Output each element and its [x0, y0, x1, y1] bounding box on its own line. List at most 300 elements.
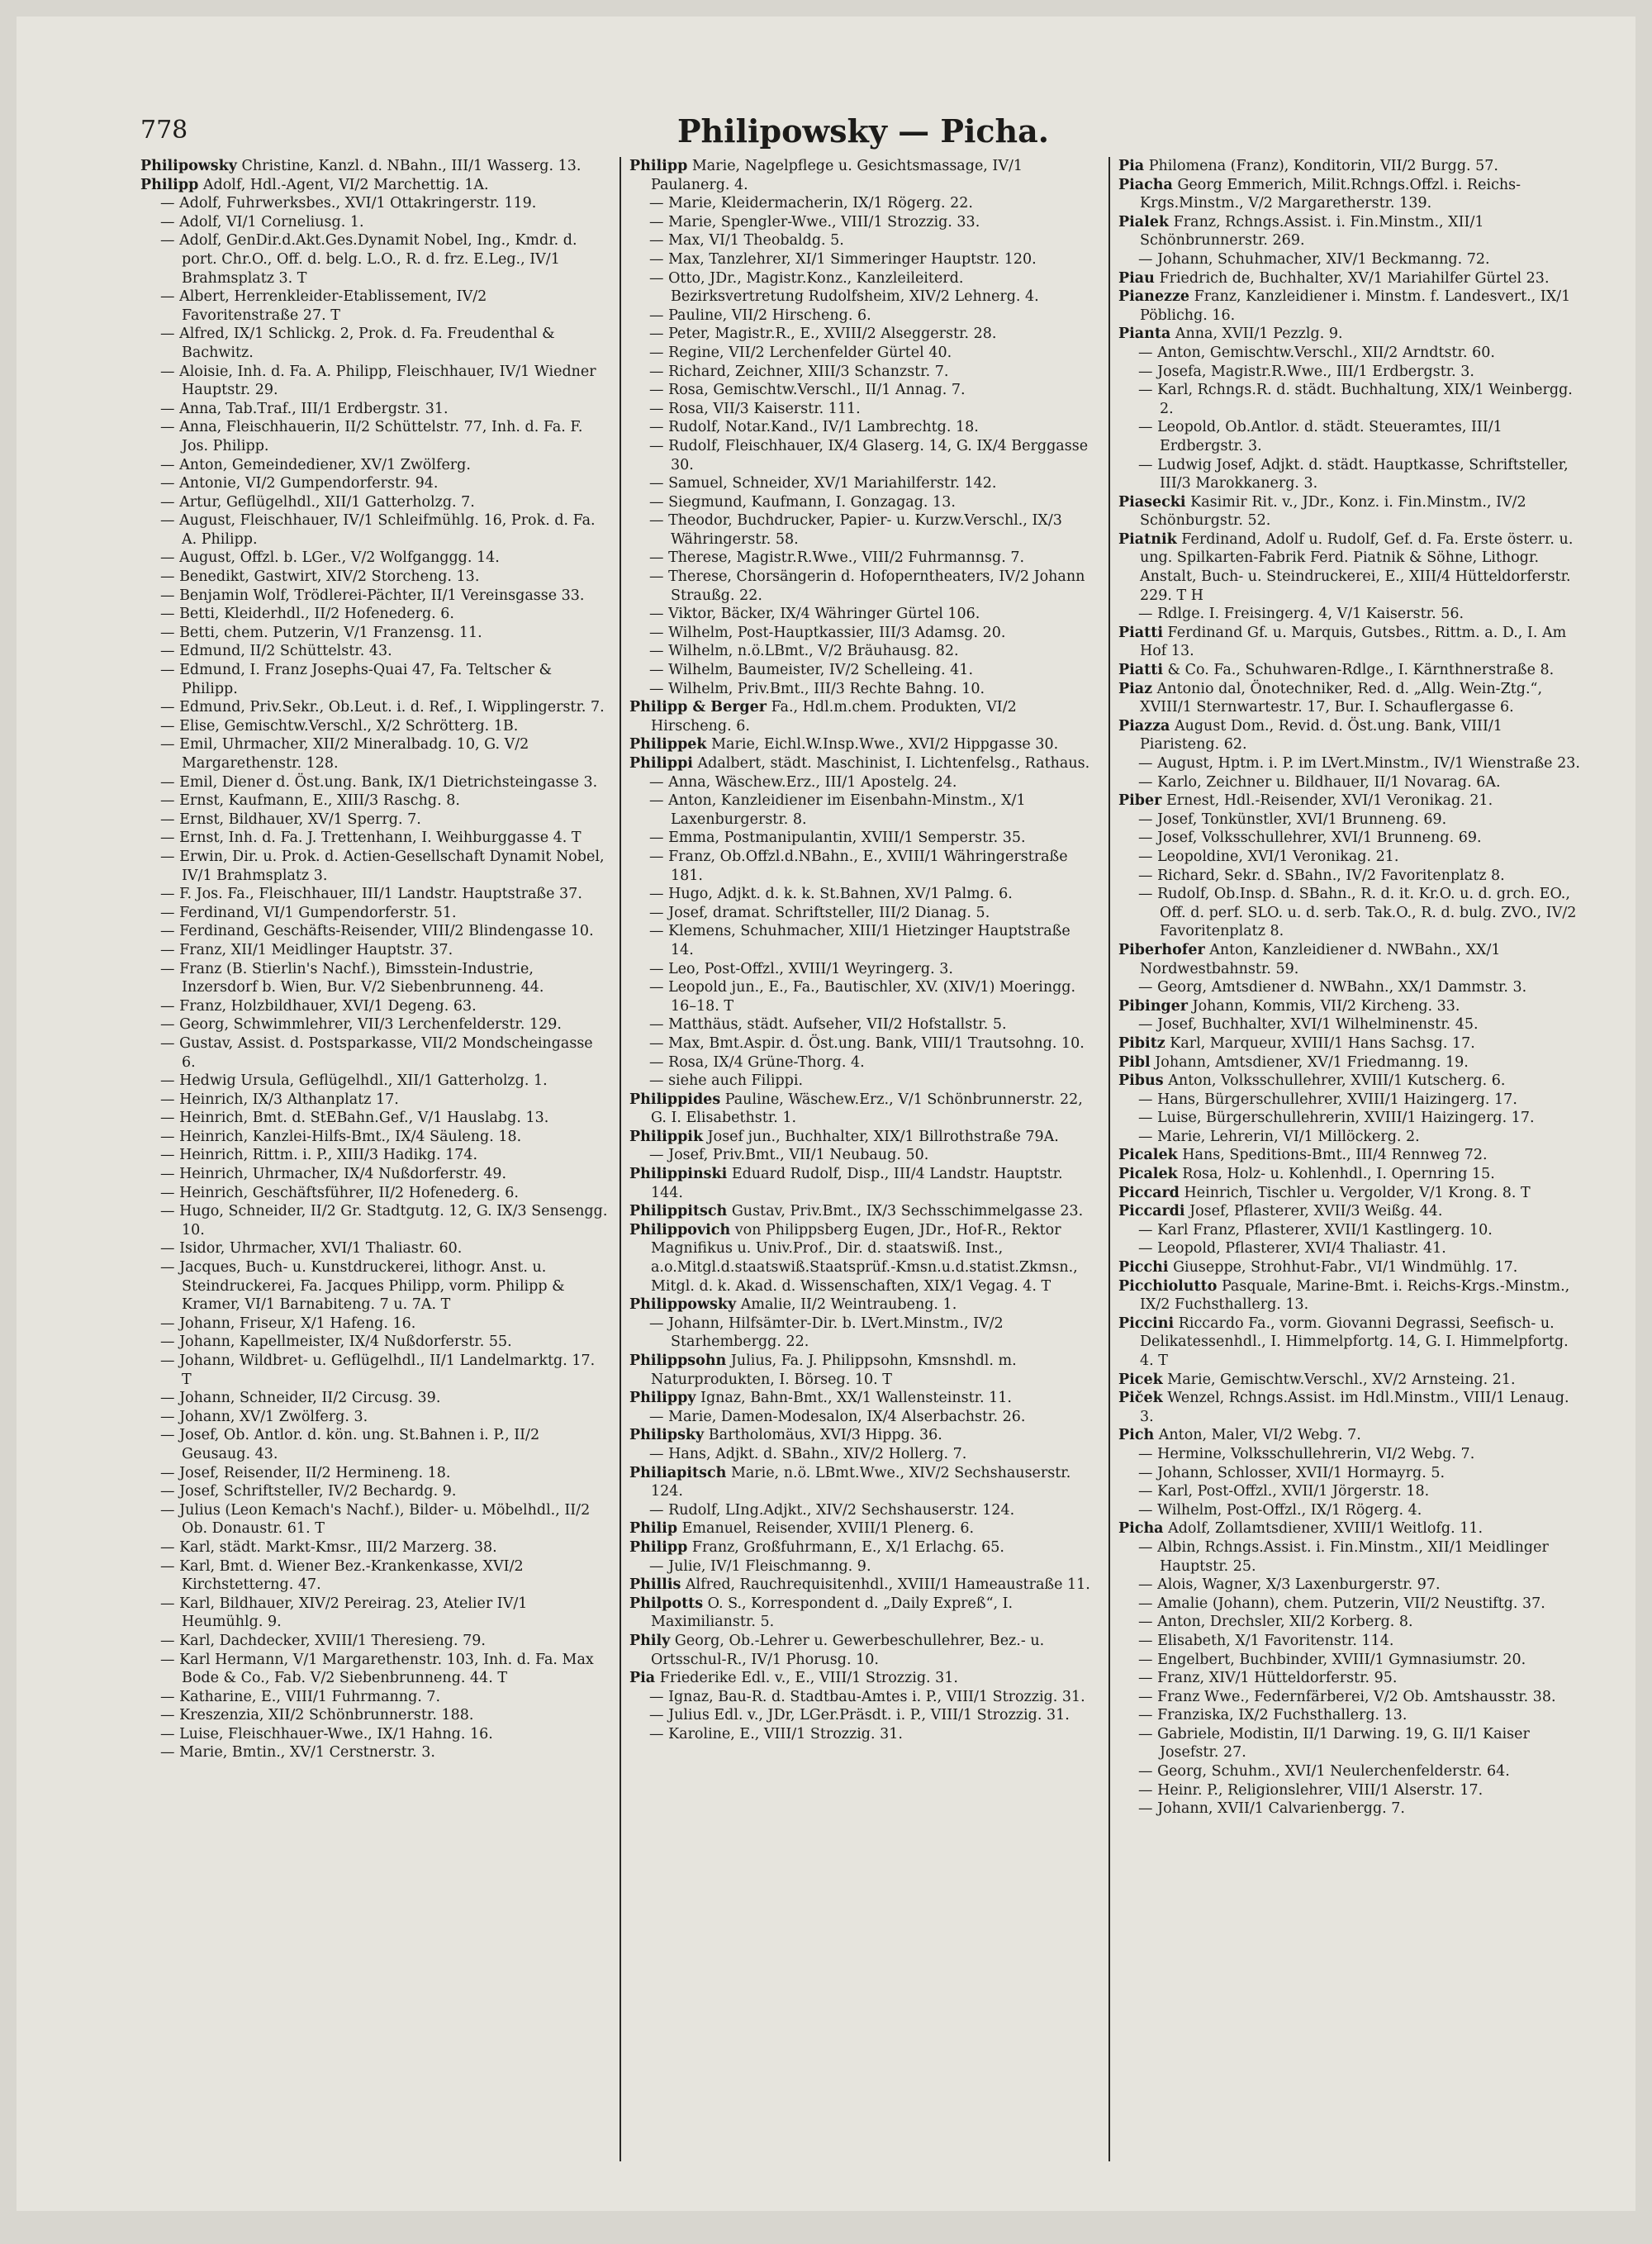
directory-entry	[1118, 1371, 1586, 1390]
entry-details: — Edmund, I. Franz Josephs-Quai 47, Fa. Teltscher & Philipp.	[160, 662, 553, 697]
directory-entry	[629, 1202, 1097, 1221]
entry-details: Gustav, Priv.Bmt., IX/3 Sechsschimmelgasse 23.	[727, 1203, 1084, 1220]
entry-details: — Franz Wwe., Federnfärberei, V/2 Ob. Amtshausstr. 38.	[1138, 1688, 1556, 1705]
directory-entry	[1118, 661, 1586, 680]
directory-entry	[1118, 1015, 1586, 1034]
directory-entry	[140, 773, 608, 792]
entry-details: Eduard Rudolf, Disp., III/4 Landstr. Hauptstr. 144.	[651, 1166, 1063, 1201]
directory-entry	[140, 1464, 608, 1483]
entry-surname: Pia	[1118, 158, 1145, 174]
entry-details: — Heinrich, Bmt. d. StEBahn.Gef., V/1 Hauslabg. 13.	[160, 1110, 549, 1127]
directory-entry	[629, 1408, 1097, 1427]
entry-surname: Piccardi	[1118, 1203, 1185, 1220]
entry-surname: Philippsohn	[629, 1353, 727, 1369]
directory-entry	[1118, 885, 1586, 941]
directory-entry	[140, 624, 608, 643]
entry-surname: Pialek	[1118, 213, 1170, 231]
entry-details: Wenzel, Rchngs.Assist. im Hdl.Minstm., VIII/1 Lenaug. 3.	[1140, 1390, 1569, 1425]
directory-entry	[140, 1389, 608, 1408]
entry-details: — Wilhelm, Priv.Bmt., III/3 Rechte Bahng. 10.	[649, 680, 985, 697]
entry-details: — Viktor, Bäcker, IX/4 Währinger Gürtel 106.	[649, 606, 980, 623]
directory-entry	[140, 456, 608, 475]
page-number: 778	[140, 116, 188, 145]
entry-details: — Luise, Bürgerschullehrerin, XVIII/1 Haizingerg. 17.	[1138, 1110, 1535, 1127]
entry-details: Rosa, Holz- u. Kohlenhdl., I. Opernring 15.	[1177, 1166, 1495, 1183]
column-2	[620, 157, 1097, 2161]
directory-entry	[629, 549, 1097, 568]
entry-details: — Emil, Uhrmacher, XII/2 Mineralbadg. 10, G. V/2 Margarethenstr. 128.	[160, 736, 529, 772]
directory-entry	[140, 1258, 608, 1315]
entry-surname: Phily	[629, 1632, 671, 1649]
directory-entry	[629, 194, 1097, 213]
entry-details: — Karl Franz, Pflasterer, XVII/1 Kastlingerg. 10.	[1138, 1221, 1493, 1238]
entry-details: — Marie, Bmtin., XV/1 Cerstnerstr. 3.	[160, 1744, 435, 1761]
entry-details: — Karl, Post-Offzl., XVII/1 Jörgerstr. 18.	[1138, 1483, 1430, 1500]
entry-details: — Julius Edl. v., JDr, LGer.Präsdt. i. P., VIII/1 Strozzig. 31.	[649, 1707, 1070, 1724]
entry-details: Georg, Ob.-Lehrer u. Gewerbeschullehrer, Bez.- u. Ortsschul-R., IV/1 Phorusg. 10.	[651, 1632, 1045, 1668]
directory-entry	[629, 437, 1097, 474]
entry-details: — Adolf, Fuhrwerksbes., XVI/1 Ottakringerstr. 119.	[160, 195, 537, 212]
directory-entry	[629, 1632, 1097, 1669]
directory-entry	[629, 231, 1097, 250]
directory-entry	[140, 1128, 608, 1147]
entry-details: — Kreszenzia, XII/2 Schönbrunnerstr. 188.	[160, 1707, 474, 1724]
entry-details: — Heinr. P., Religionslehrer, VIII/1 Alserstr. 17.	[1138, 1781, 1483, 1799]
directory-entry	[1118, 1221, 1586, 1240]
directory-entry	[1118, 1688, 1586, 1707]
entry-details: — Franz, Ob.Offzl.d.NBahn., E., XVIII/1 Währingerstraße 181.	[649, 848, 1068, 884]
entry-details: — Adolf, VI/1 Corneliusg. 1.	[160, 213, 364, 231]
directory-entry	[629, 400, 1097, 419]
entry-surname: Pianta	[1118, 326, 1171, 343]
directory-entry	[1118, 213, 1586, 250]
entry-surname: Pia	[629, 1670, 656, 1687]
entry-details: — Jacques, Buch- u. Kunstdruckerei, lithogr. Anst. u. Steindruckerei, Fa. Jacques Philipp, vorm. Philipp & Kramer, VI/1 Barnabiteng. 7 u. 7A. T	[160, 1259, 565, 1314]
directory-entry	[140, 587, 608, 606]
directory-entry	[629, 1725, 1097, 1744]
entry-details: — Leopoldine, XVI/1 Veronikag. 21.	[1138, 848, 1399, 865]
entry-details: — Karl, Rchngs.R. d. städt. Buchhaltung, XIX/1 Weinbergg. 2.	[1138, 382, 1573, 417]
entry-surname: Philippi	[629, 755, 693, 772]
entry-details: — Alfred, IX/1 Schlickg. 2, Prok. d. Fa. Freudenthal & Bachwitz.	[160, 326, 555, 361]
directory-entry	[629, 1426, 1097, 1445]
directory-entry	[140, 325, 608, 362]
entry-surname: Philippowsky	[629, 1296, 737, 1314]
entry-details: & Co. Fa., Schuhwaren-Rdlge., I. Kärnthnerstraße 8.	[1162, 662, 1555, 679]
directory-entry	[1118, 1781, 1586, 1800]
entry-surname: Piaz	[1118, 680, 1153, 697]
directory-entry	[140, 1706, 608, 1725]
directory-entry	[1118, 176, 1586, 213]
entry-details: — Aloisie, Inh. d. Fa. A. Philipp, Fleischhauer, IV/1 Wiedner Hauptstr. 29.	[160, 363, 596, 399]
entry-details: — Therese, Magistr.R.Wwe., VIII/2 Fuhrmannsg. 7.	[649, 549, 1025, 567]
directory-entry	[140, 717, 608, 736]
directory-entry	[1118, 997, 1586, 1016]
directory-entry	[1118, 456, 1586, 493]
directory-entry	[629, 493, 1097, 512]
entry-details: Georg Emmerich, Milit.Rchngs.Offzl. i. Reichs-Krgs.Minstm., V/2 Margaretherstr. 139.	[1140, 176, 1521, 212]
directory-entry	[629, 1034, 1097, 1053]
entry-details: Giuseppe, Strohhut-Fabr., VI/1 Windmühlg. 17.	[1168, 1259, 1518, 1277]
entry-surname: Pianezze	[1118, 288, 1190, 306]
directory-entry	[629, 1501, 1097, 1520]
entry-surname: Pich	[1118, 1427, 1155, 1444]
entry-details: — Betti, chem. Putzerin, V/1 Franzensg. 11.	[160, 624, 482, 641]
directory-entry	[140, 176, 608, 195]
entry-details: — August, Hptm. i. P. im LVert.Minstm., IV/1 Wienstraße 23.	[1138, 755, 1580, 772]
directory-entry	[629, 250, 1097, 269]
entry-surname: Philipp & Berger	[629, 699, 767, 716]
directory-entry	[1118, 1128, 1586, 1147]
entry-details: — Peter, Magistr.R., E., XVIII/2 Alseggerstr. 28.	[649, 326, 997, 343]
entry-surname: Philipowsky	[140, 158, 237, 174]
directory-entry	[140, 1688, 608, 1707]
directory-entry	[140, 511, 608, 549]
entry-details: Johann, Amtsdiener, XV/1 Friedmanng. 19.	[1150, 1053, 1469, 1071]
directory-entry	[140, 1557, 608, 1595]
entry-details: — Max, VI/1 Theobaldg. 5.	[649, 232, 844, 250]
entry-details: — Josef, Reisender, II/2 Hermineng. 18.	[160, 1464, 451, 1481]
column-1	[140, 157, 608, 2161]
entry-details: — Georg, Amtsdiener d. NWBahn., XX/1 Dammstr. 3.	[1138, 979, 1527, 996]
entry-details: — Edmund, Priv.Sekr., Ob.Leut. i. d. Ref., I. Wipplingerstr. 7.	[160, 699, 605, 716]
entry-surname: Piau	[1118, 269, 1155, 287]
directory-entry	[629, 1091, 1097, 1128]
directory-entry	[629, 1445, 1097, 1464]
entry-details: — Samuel, Schneider, XV/1 Mariahilferstr. 142.	[649, 475, 997, 492]
directory-entry	[140, 661, 608, 698]
entry-surname: Philippek	[629, 736, 707, 754]
entry-details: — Heinrich, Uhrmacher, IX/4 Nußdorferstr. 49.	[160, 1166, 507, 1183]
entry-details: Julius, Fa. J. Philippsohn, Kmsnshdl. m. Naturprodukten, I. Börseg. 10. T	[651, 1353, 1017, 1388]
directory-entry	[629, 381, 1097, 400]
entry-details: — Klemens, Schuhmacher, XIII/1 Hietzinger Hauptstraße 14.	[649, 923, 1070, 958]
directory-entry	[629, 1053, 1097, 1072]
entry-details: Emanuel, Reisender, XVIII/1 Plenerg. 6.	[677, 1520, 975, 1538]
directory-entry	[1118, 941, 1586, 978]
entry-details: — Rosa, Gemischtw.Verschl., II/1 Annag. 7.	[649, 382, 966, 399]
directory-entry	[1118, 1725, 1586, 1762]
directory-entry	[1118, 848, 1586, 867]
directory-entry	[140, 1015, 608, 1034]
entry-details: — Johann, Friseur, X/1 Hafeng. 16.	[160, 1315, 416, 1332]
entry-details: — Marie, Damen-Modesalon, IX/4 Alserbachstr. 26.	[649, 1408, 1026, 1425]
directory-entry	[629, 848, 1097, 885]
directory-entry	[140, 288, 608, 325]
entry-details: — Pauline, VII/2 Hirscheng. 6.	[649, 307, 871, 324]
entry-details: — Otto, JDr., Magistr.Konz., Kanzleileiterd. Bezirksvertretung Rudolfsheim, XIV/2 Lehnerg. 4.	[649, 269, 1039, 306]
entry-details: — Josef, Buchhalter, XVI/1 Wilhelminenstr. 45.	[1138, 1016, 1479, 1034]
entry-details: von Philippsberg Eugen, JDr., Hof-R., Rektor Magnifikus u. Univ.Prof., Dir. d. staatswiß. Inst., a.o.Mitgl.d.staatswiß.Staatsprüf.-Kmsn.u.d.statist.Zkmsn., Mitgl. d. k. Akad. d. Wissenschaften, XIX/1 Vegag. 4. T	[651, 1221, 1078, 1295]
directory-entry	[629, 157, 1097, 194]
directory-entry	[1118, 1109, 1586, 1128]
entry-details: — Julius (Leon Kemach's Nachf.), Bilder- u. Möbelhdl., II/2 Ob. Donaustr. 61. T	[160, 1501, 591, 1538]
directory-entry	[1118, 288, 1586, 325]
entry-details: Riccardo Fa., vorm. Giovanni Degrassi, Seefisch- u. Delikatessenhdl., I. Himmelpfortg. 14, G. I. Himmelpfortg. 4. T	[1140, 1315, 1569, 1369]
directory-entry	[140, 1408, 608, 1427]
entry-details: — Franziska, IX/2 Fuchsthallerg. 13.	[1138, 1707, 1408, 1724]
entry-details: Adolf, Hdl.-Agent, VI/2 Marchettig. 1A.	[198, 176, 489, 193]
entry-details: Franz, Rchngs.Assist. i. Fin.Minstm., XII/1 Schönbrunnerstr. 269.	[1140, 213, 1484, 250]
entry-details: — Siegmund, Kaufmann, I. Gonzagag. 13.	[649, 493, 956, 511]
entry-details: — Elisabeth, X/1 Favoritenstr. 114.	[1138, 1632, 1394, 1649]
directory-entry	[1118, 418, 1586, 455]
entry-details: — Karlo, Zeichner u. Bildhauer, II/1 Novarag. 6A.	[1138, 773, 1501, 791]
directory-entry	[140, 363, 608, 400]
entry-details: — Edmund, II/2 Schüttelstr. 43.	[160, 643, 392, 660]
entry-details: Antonio dal, Önotechniker, Red. d. „Allg. Wein-Ztg.“, XVIII/1 Sternwartestr. 17, Bur. I. Schauflergasse 6.	[1140, 680, 1543, 716]
directory-entry	[140, 1482, 608, 1501]
directory-entry	[140, 960, 608, 997]
directory-entry	[1118, 1258, 1586, 1277]
entry-details: Ferdinand Gf. u. Marquis, Gutsbes., Rittm. a. D., I. Am Hof 13.	[1140, 624, 1567, 660]
directory-entry	[1118, 1576, 1586, 1595]
entry-details: Ignaz, Bahn-Bmt., XX/1 Wallensteinstr. 11.	[695, 1390, 1012, 1407]
entry-details: Friedrich de, Buchhalter, XV/1 Mariahilfer Gürtel 23.	[1154, 269, 1550, 287]
directory-entry	[629, 325, 1097, 344]
directory-entry	[140, 1109, 608, 1128]
entry-details: — Amalie (Johann), chem. Putzerin, VII/2 Neustiftg. 37.	[1138, 1595, 1545, 1612]
entry-details: Karl, Marqueur, XVIII/1 Hans Sachsg. 17.	[1165, 1034, 1475, 1052]
directory-entry	[629, 1669, 1097, 1688]
entry-surname: Philipsky	[629, 1427, 705, 1444]
directory-entry	[1118, 624, 1586, 661]
directory-entry	[629, 568, 1097, 605]
directory-entry	[629, 1688, 1097, 1707]
directory-entry	[629, 904, 1097, 923]
directory-entry	[1118, 867, 1586, 886]
directory-entry	[629, 1146, 1097, 1165]
entry-surname: Philippides	[629, 1091, 721, 1108]
entry-details: — Josef, Volksschullehrer, XVI/1 Brunneng. 69.	[1138, 830, 1482, 847]
directory-entry	[140, 829, 608, 848]
entry-details: — Anton, Kanzleidiener im Eisenbahn-Minstm., X/1 Laxenburgerstr. 8.	[649, 792, 1026, 828]
directory-entry	[1118, 1239, 1586, 1258]
entry-details: Pauline, Wäschew.Erz., V/1 Schönbrunnerstr. 22, G. I. Elisabethstr. 1.	[651, 1091, 1083, 1127]
entry-details: Pasquale, Marine-Bmt. i. Reichs-Krgs.-Minstm., IX/2 Fuchsthallerg. 13.	[1140, 1277, 1570, 1314]
directory-entry	[140, 1333, 608, 1352]
entry-details: — Heinrich, Kanzlei-Hilfs-Bmt., IX/4 Säuleng. 18.	[160, 1128, 522, 1145]
entry-details: — Rudolf, LIng.Adjkt., XIV/2 Sechshauserstr. 124.	[649, 1501, 1015, 1519]
entry-details: — Franz (B. Stierlin's Nachf.), Bimsstein-Industrie, Inzersdorf b. Wien, Bur. V/2 Siebenbrunneng. 44.	[160, 960, 544, 996]
entry-details: — Johann, Hilfsämter-Dir. b. LVert.Minstm., IV/2 Starhembergg. 22.	[649, 1315, 1004, 1351]
entry-details: — Marie, Lehrerin, VI/1 Millöckerg. 2.	[1138, 1128, 1420, 1145]
entry-details: — Adolf, GenDir.d.Akt.Ges.Dynamit Nobel, Ing., Kmdr. d. port. Chr.O., Off. d. belg. L.O., R. d. frz. E.Leg., IV/1 Brahmsplatz 3. T	[160, 232, 577, 287]
entry-details: — Erwin, Dir. u. Prok. d. Actien-Gesellschaft Dynamit Nobel, IV/1 Brahmsplatz 3.	[160, 848, 605, 884]
directory-entry	[629, 307, 1097, 326]
entry-surname: Philippinski	[629, 1166, 728, 1183]
directory-entry	[140, 1501, 608, 1538]
entry-details: — Albin, Rchngs.Assist. i. Fin.Minstm., XII/1 Meidlinger Hauptstr. 25.	[1138, 1538, 1549, 1575]
entry-surname: Piček	[1118, 1390, 1163, 1407]
directory-entry	[1118, 1632, 1586, 1651]
directory-entry	[629, 1296, 1097, 1315]
entry-details: Kasimir Rit. v., JDr., Konz. i. Fin.Minstm., IV/2 Schönburgstr. 52.	[1140, 493, 1526, 530]
entry-surname: Piatti	[1118, 624, 1163, 641]
directory-entry	[1118, 493, 1586, 530]
entry-details: Marie, Eichl.W.Insp.Wwe., XVI/2 Hippgasse 30.	[706, 736, 1059, 754]
entry-details: — Richard, Sekr. d. SBahn., IV/2 Favoritenplatz 8.	[1138, 867, 1505, 884]
entry-details: Bartholomäus, XVI/3 Hippg. 36.	[704, 1427, 942, 1444]
entry-details: — Marie, Kleidermacherin, IX/1 Rögerg. 22.	[649, 195, 973, 212]
directory-entry	[629, 474, 1097, 493]
entry-details: — Wilhelm, n.ö.LBmt., V/2 Bräuhausg. 82.	[649, 643, 959, 660]
directory-entry	[140, 157, 608, 176]
columns	[140, 157, 1586, 2161]
entry-details: Ernest, Hdl.-Reisender, XVI/1 Veronikag. 21.	[1161, 792, 1493, 810]
entry-surname: Piatnik	[1118, 530, 1177, 548]
directory-entry	[629, 1165, 1097, 1202]
entry-details: — Josef, Tonkünstler, XVI/1 Brunneng. 69.	[1138, 811, 1447, 828]
entry-details: — Josef, Schriftsteller, IV/2 Bechardg. 9.	[160, 1483, 457, 1500]
entry-surname: Piatti	[1118, 662, 1163, 679]
entry-surname: Pibus	[1118, 1072, 1164, 1090]
directory-entry	[629, 1595, 1097, 1632]
entry-details: Josef jun., Buchhalter, XIX/1 Billrothstraße 79A.	[703, 1128, 1059, 1145]
directory-entry	[140, 811, 608, 830]
entry-details: — Ernst, Inh. d. Fa. J. Trettenhann, I. Weihburggasse 4. T	[160, 830, 582, 847]
entry-details: — Karoline, E., VIII/1 Strozzig. 31.	[649, 1725, 903, 1742]
entry-details: — Johann, Kapellmeister, IX/4 Nußdorferstr. 55.	[160, 1334, 512, 1351]
entry-details: — Georg, Schuhm., XVI/1 Neulerchenfelderstr. 64.	[1138, 1763, 1510, 1780]
entry-surname: Picalek	[1118, 1147, 1178, 1164]
directory-entry	[140, 549, 608, 568]
entry-details: — siehe auch Filippi.	[649, 1072, 804, 1090]
directory-entry	[629, 1128, 1097, 1147]
directory-entry	[1118, 1184, 1586, 1203]
directory-entry	[629, 792, 1097, 829]
directory-entry	[1118, 978, 1586, 997]
directory-entry	[140, 642, 608, 661]
page-header	[140, 107, 1586, 157]
entry-details: — Heinrich, IX/3 Althanplatz 17.	[160, 1091, 399, 1108]
entry-details: — Karl Hermann, V/1 Margarethenstr. 103, Inh. d. Fa. Max Bode & Co., Fab. V/2 Siebenbrunneng. 44. T	[160, 1651, 594, 1687]
entry-details: Marie, n.ö. LBmt.Wwe., XIV/2 Sechshauserstr. 124.	[651, 1464, 1071, 1500]
entry-details: Josef, Pflasterer, XVII/3 Weißg. 44.	[1184, 1203, 1443, 1220]
entry-details: — Johann, Schuhmacher, XIV/1 Beckmanng. 72.	[1138, 250, 1490, 268]
directory-entry	[140, 1352, 608, 1389]
entry-details: — Rdlge. I. Freisingerg. 4, V/1 Kaiserstr. 56.	[1138, 606, 1464, 623]
directory-entry	[1118, 1277, 1586, 1315]
entry-details: — Leo, Post-Offzl., XVIII/1 Weyringerg. 3.	[649, 960, 953, 977]
entry-surname: Philipp	[629, 1538, 688, 1556]
entry-surname: Picalek	[1118, 1166, 1178, 1183]
entry-details: — Benedikt, Gastwirt, XIV/2 Storcheng. 13.	[160, 568, 480, 586]
directory-entry	[1118, 792, 1586, 811]
entry-surname: Piazza	[1118, 717, 1170, 735]
directory-entry	[629, 269, 1097, 307]
entry-surname: Philipp	[629, 158, 688, 174]
directory-entry	[629, 418, 1097, 437]
directory-entry	[629, 642, 1097, 661]
directory-entry	[1118, 1146, 1586, 1165]
entry-details: — Rudolf, Fleischhauer, IX/4 Glaserg. 14, G. IX/4 Berggasse 30.	[649, 437, 1089, 473]
directory-entry	[1118, 363, 1586, 382]
directory-entry	[140, 213, 608, 232]
directory-entry	[140, 1651, 608, 1688]
entry-details: — Johann, Wildbret- u. Geflügelhdl., II/1 Landelmarktg. 17. T	[160, 1353, 596, 1388]
directory-entry	[140, 1315, 608, 1334]
entry-surname: Philpotts	[629, 1595, 704, 1612]
entry-details: — Hugo, Schneider, II/2 Gr. Stadtgutg. 12, G. IX/3 Sensengg. 10.	[160, 1203, 608, 1238]
entry-details: — Hedwig Ursula, Geflügelhdl., XII/1 Gatterholzg. 1.	[160, 1072, 548, 1090]
entry-details: — Rosa, VII/3 Kaiserstr. 111.	[649, 400, 861, 417]
directory-entry	[140, 1165, 608, 1184]
directory-entry	[140, 941, 608, 960]
directory-entry	[1118, 1595, 1586, 1614]
directory-entry	[140, 735, 608, 773]
entry-details: — Heinrich, Rittm. i. P., XIII/3 Hadikg. 174.	[160, 1147, 478, 1164]
entry-surname: Piacha	[1118, 176, 1173, 193]
directory-entry	[1118, 1501, 1586, 1520]
entry-details: — Antonie, VI/2 Gumpendorferstr. 94.	[160, 475, 439, 492]
entry-details: — Julie, IV/1 Fleischmanng. 9.	[649, 1557, 871, 1575]
directory-entry	[140, 885, 608, 904]
entry-details: August Dom., Revid. d. Öst.ung. Bank, VIII/1 Piaristeng. 62.	[1140, 717, 1502, 754]
entry-details: — Therese, Chorsängerin d. Hofoperntheaters, IV/2 Johann Straußg. 22.	[649, 568, 1085, 604]
entry-details: — Anna, Tab.Traf., III/1 Erdbergstr. 31.	[160, 400, 449, 417]
directory-entry	[140, 194, 608, 213]
entry-details: — Alois, Wagner, X/3 Laxenburgerstr. 97.	[1138, 1576, 1441, 1594]
directory-entry	[629, 363, 1097, 382]
entry-surname: Picek	[1118, 1371, 1163, 1388]
directory-entry	[1118, 717, 1586, 754]
column-3	[1108, 157, 1586, 2161]
directory-entry	[629, 1464, 1097, 1501]
entry-details: — Wilhelm, Baumeister, IV/2 Schelleing. 41.	[649, 662, 974, 679]
entry-details: — Matthäus, städt. Aufseher, VII/2 Hofstallstr. 5.	[649, 1016, 1007, 1034]
directory-entry	[140, 1538, 608, 1557]
entry-details: — Karl, städt. Markt-Kmsr., III/2 Marzerg. 38.	[160, 1538, 497, 1556]
entry-details: Anton, Volksschullehrer, XVIII/1 Kutscherg. 6.	[1163, 1072, 1506, 1090]
entry-details: — Josefa, Magistr.R.Wwe., III/1 Erdbergstr. 3.	[1138, 363, 1474, 380]
entry-details: — Johann, Schneider, II/2 Circusg. 39.	[160, 1390, 441, 1407]
directory-entry	[140, 904, 608, 923]
entry-details: — Wilhelm, Post-Offzl., IX/1 Rögerg. 4.	[1138, 1501, 1422, 1519]
entry-details: Philomena (Franz), Konditorin, VII/2 Burgg. 57.	[1144, 158, 1498, 174]
entry-details: — Rudolf, Notar.Kand., IV/1 Lambrechtg. 18.	[649, 419, 979, 436]
directory-entry	[1118, 773, 1586, 792]
directory-entry	[629, 213, 1097, 232]
directory-entry	[140, 1146, 608, 1165]
directory-entry	[1118, 1799, 1586, 1818]
entry-details: — August, Offzl. b. LGer., V/2 Wolfganggg. 14.	[160, 549, 500, 567]
directory-entry	[629, 1706, 1097, 1725]
entry-details: — Rosa, IX/4 Grüne-Thorg. 4.	[649, 1053, 865, 1071]
entry-surname: Piccini	[1118, 1315, 1175, 1332]
entry-details: — Franz, XII/1 Meidlinger Hauptstr. 37.	[160, 941, 453, 958]
entry-surname: Philip	[629, 1520, 678, 1538]
entry-details: — Leopold, Ob.Antlor. d. städt. Steueramtes, III/1 Erdbergstr. 3.	[1138, 419, 1502, 454]
entry-details: Adalbert, städt. Maschinist, I. Lichtenfelsg., Rathaus.	[692, 755, 1090, 772]
directory-entry	[1118, 1538, 1586, 1576]
directory-entry	[629, 1576, 1097, 1595]
entry-details: Anton, Kanzleidiener d. NWBahn., XX/1 Nordwestbahnstr. 59.	[1140, 941, 1501, 977]
entry-details: — Elise, Gemischtw.Verschl., X/2 Schrötterg. 1B.	[160, 717, 519, 735]
entry-details: Anton, Maler, VI/2 Webg. 7.	[1154, 1427, 1361, 1444]
entry-surname: Pibinger	[1118, 997, 1189, 1015]
entry-details: — Marie, Spengler-Wwe., VIII/1 Strozzig. 33.	[649, 213, 980, 231]
entry-details: — Hans, Adjkt. d. SBahn., XIV/2 Hollerg. 7.	[649, 1445, 967, 1462]
directory-entry	[1118, 250, 1586, 269]
directory-entry	[140, 792, 608, 811]
directory-entry	[1118, 325, 1586, 344]
entry-details: — Engelbert, Buchbinder, XVIII/1 Gymnasiumstr. 20.	[1138, 1651, 1526, 1668]
directory-entry	[1118, 157, 1586, 176]
directory-entry	[1118, 1519, 1586, 1538]
entry-surname: Picchiolutto	[1118, 1277, 1218, 1295]
directory-entry	[629, 773, 1097, 792]
